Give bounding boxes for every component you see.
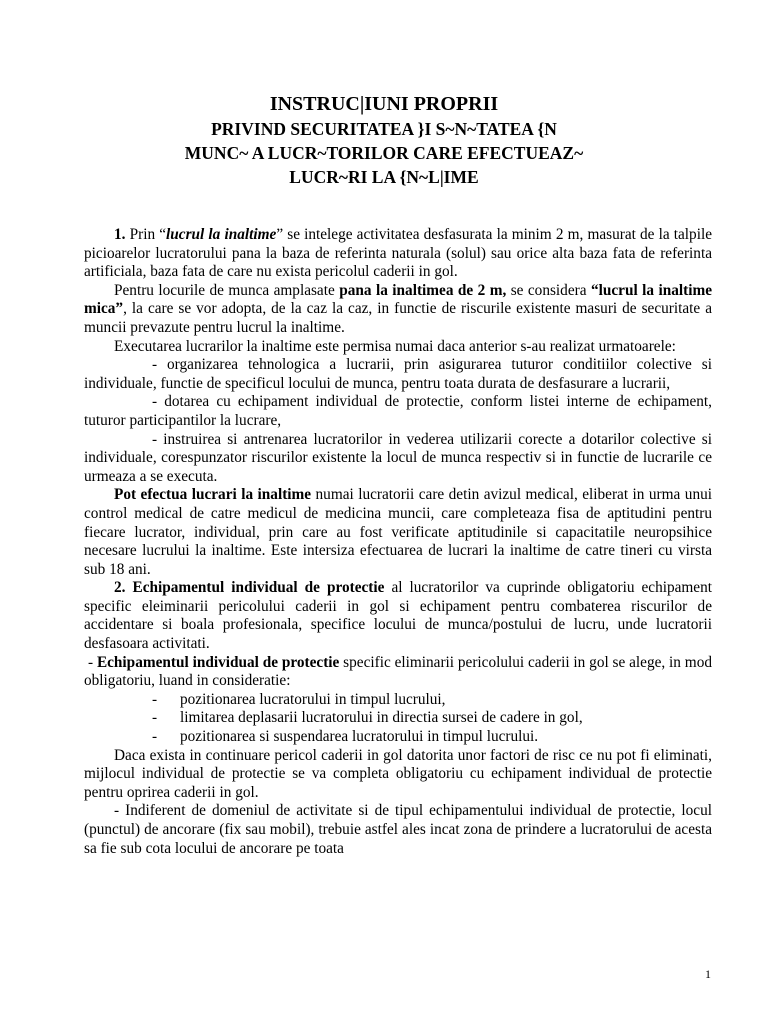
paragraph-7: Daca exista in continuare pericol caderii in gol datorita unor factori de risc ce nu pot fi eliminati, mijlocul individual de protectie se va completa obligatoriu cu echipament individual de protectie pentru oprirea caderii in gol. — [84, 746, 712, 801]
section-number-1: 1. — [114, 226, 126, 243]
term-lucrul-la-inaltime: lucrul la inaltime — [166, 226, 277, 243]
paragraph-2: Pentru locurile de munca amplasate pana la inaltimea de 2 m, se considera “lucrul la inaltime mica”, la care se vor adopta, de la caz la caz, in functie de riscurile existente masuri de securitate a muncii prevazute pentru lucrul la inaltime. — [84, 281, 712, 336]
requirement-item-1: - organizarea tehnologica a lucrarii, prin asigurarea tuturor conditiilor colective si individuale, functie de specificul locului de munca, pentru toata durata de desfasurare a lucrarii, — [84, 356, 712, 392]
list-item: - pozitionarea si suspendarea lucratorului in timpul lucrului. — [152, 728, 539, 746]
requirement-item-3: - instruirea si antrenarea lucratorilor in vederea utilizarii corecte a dotarilor colective si individuale, corespunzator riscurilor existente la locul de munca respectiv si in functie de lucrarile ce urmeaza a se executa. — [84, 430, 712, 485]
paragraph-1: 1. Prin “lucrul la inaltime” se intelege activitatea desfasurata la minim 2 m, masurat de la talpile picioarelor lucratorului pana la baza de referinta naturala (solul) sau orice alta baza fata de referinta artificiala, baza fata de care nu exista pericolul caderii in gol. — [84, 226, 712, 281]
document-subtitle-line-1: PRIVIND SECURITATEA }I S~N~TATEA {N — [211, 119, 557, 139]
list-item: - limitarea deplasarii lucratorului in directia sursei de cadere in gol, — [152, 709, 583, 727]
paragraph-8: - Indiferent de domeniul de activitate si de tipul echipamentului individual de protectie, locul (punctul) de ancorare (fix sau mobil), trebuie astfel ales incat zona de prindere a lucratorului de acesta sa fie sub cota locului de ancorare pe toata — [84, 802, 712, 857]
document-title: INSTRUC|IUNI PROPRII — [269, 93, 499, 115]
paragraph-6: - Echipamentul individual de protectie specific eliminarii pericolului caderii in gol se alege, in mod obligatoriu, luand in consideratie: — [84, 653, 712, 690]
paragraph-3: Executarea lucrarilor la inaltime este permisa numai daca anterior s-au realizat urmatoarele: — [114, 337, 676, 355]
document-subtitle-line-2: MUNC~ A LUCR~TORILOR CARE EFECTUEAZ~ — [184, 143, 584, 163]
paragraph-5: 2. Echipamentul individual de protectie al lucratorilor va cuprinde obligatoriu echipament specific eleiminarii pericolului caderii in gol si echipament pentru combaterea riscurilor de accidentare si boala profesionala, specifice locului de munca/postului de lucru, unde lucratorii desfasoara activitati. — [84, 579, 712, 653]
page-number: 1 — [705, 967, 711, 981]
requirement-item-2: - dotarea cu echipament individual de protectie, conform listei interne de echipament, tuturor participantilor la lucrare, — [84, 393, 712, 429]
list-item: - pozitionarea lucratorului in timpul lucrului, — [152, 690, 446, 708]
document-subtitle-line-3: LUCR~RI LA {N~L|IME — [289, 167, 479, 187]
document-body — [84, 226, 712, 858]
paragraph-4: Pot efectua lucrari la inaltime numai lucratorii care detin avizul medical, eliberat in urma unui control medical de catre medicul de medicina muncii, care completeaza fisa de aptitudini pentru fiecare lucrator, individual, prin care au fost verificate aptitudinile si capacitatile neuropsihice necesare lucrului la inaltime. Este intersiza efectuarea de lucrari la inaltime de catre tineri cu virsta sub 18 ani. — [84, 486, 712, 578]
